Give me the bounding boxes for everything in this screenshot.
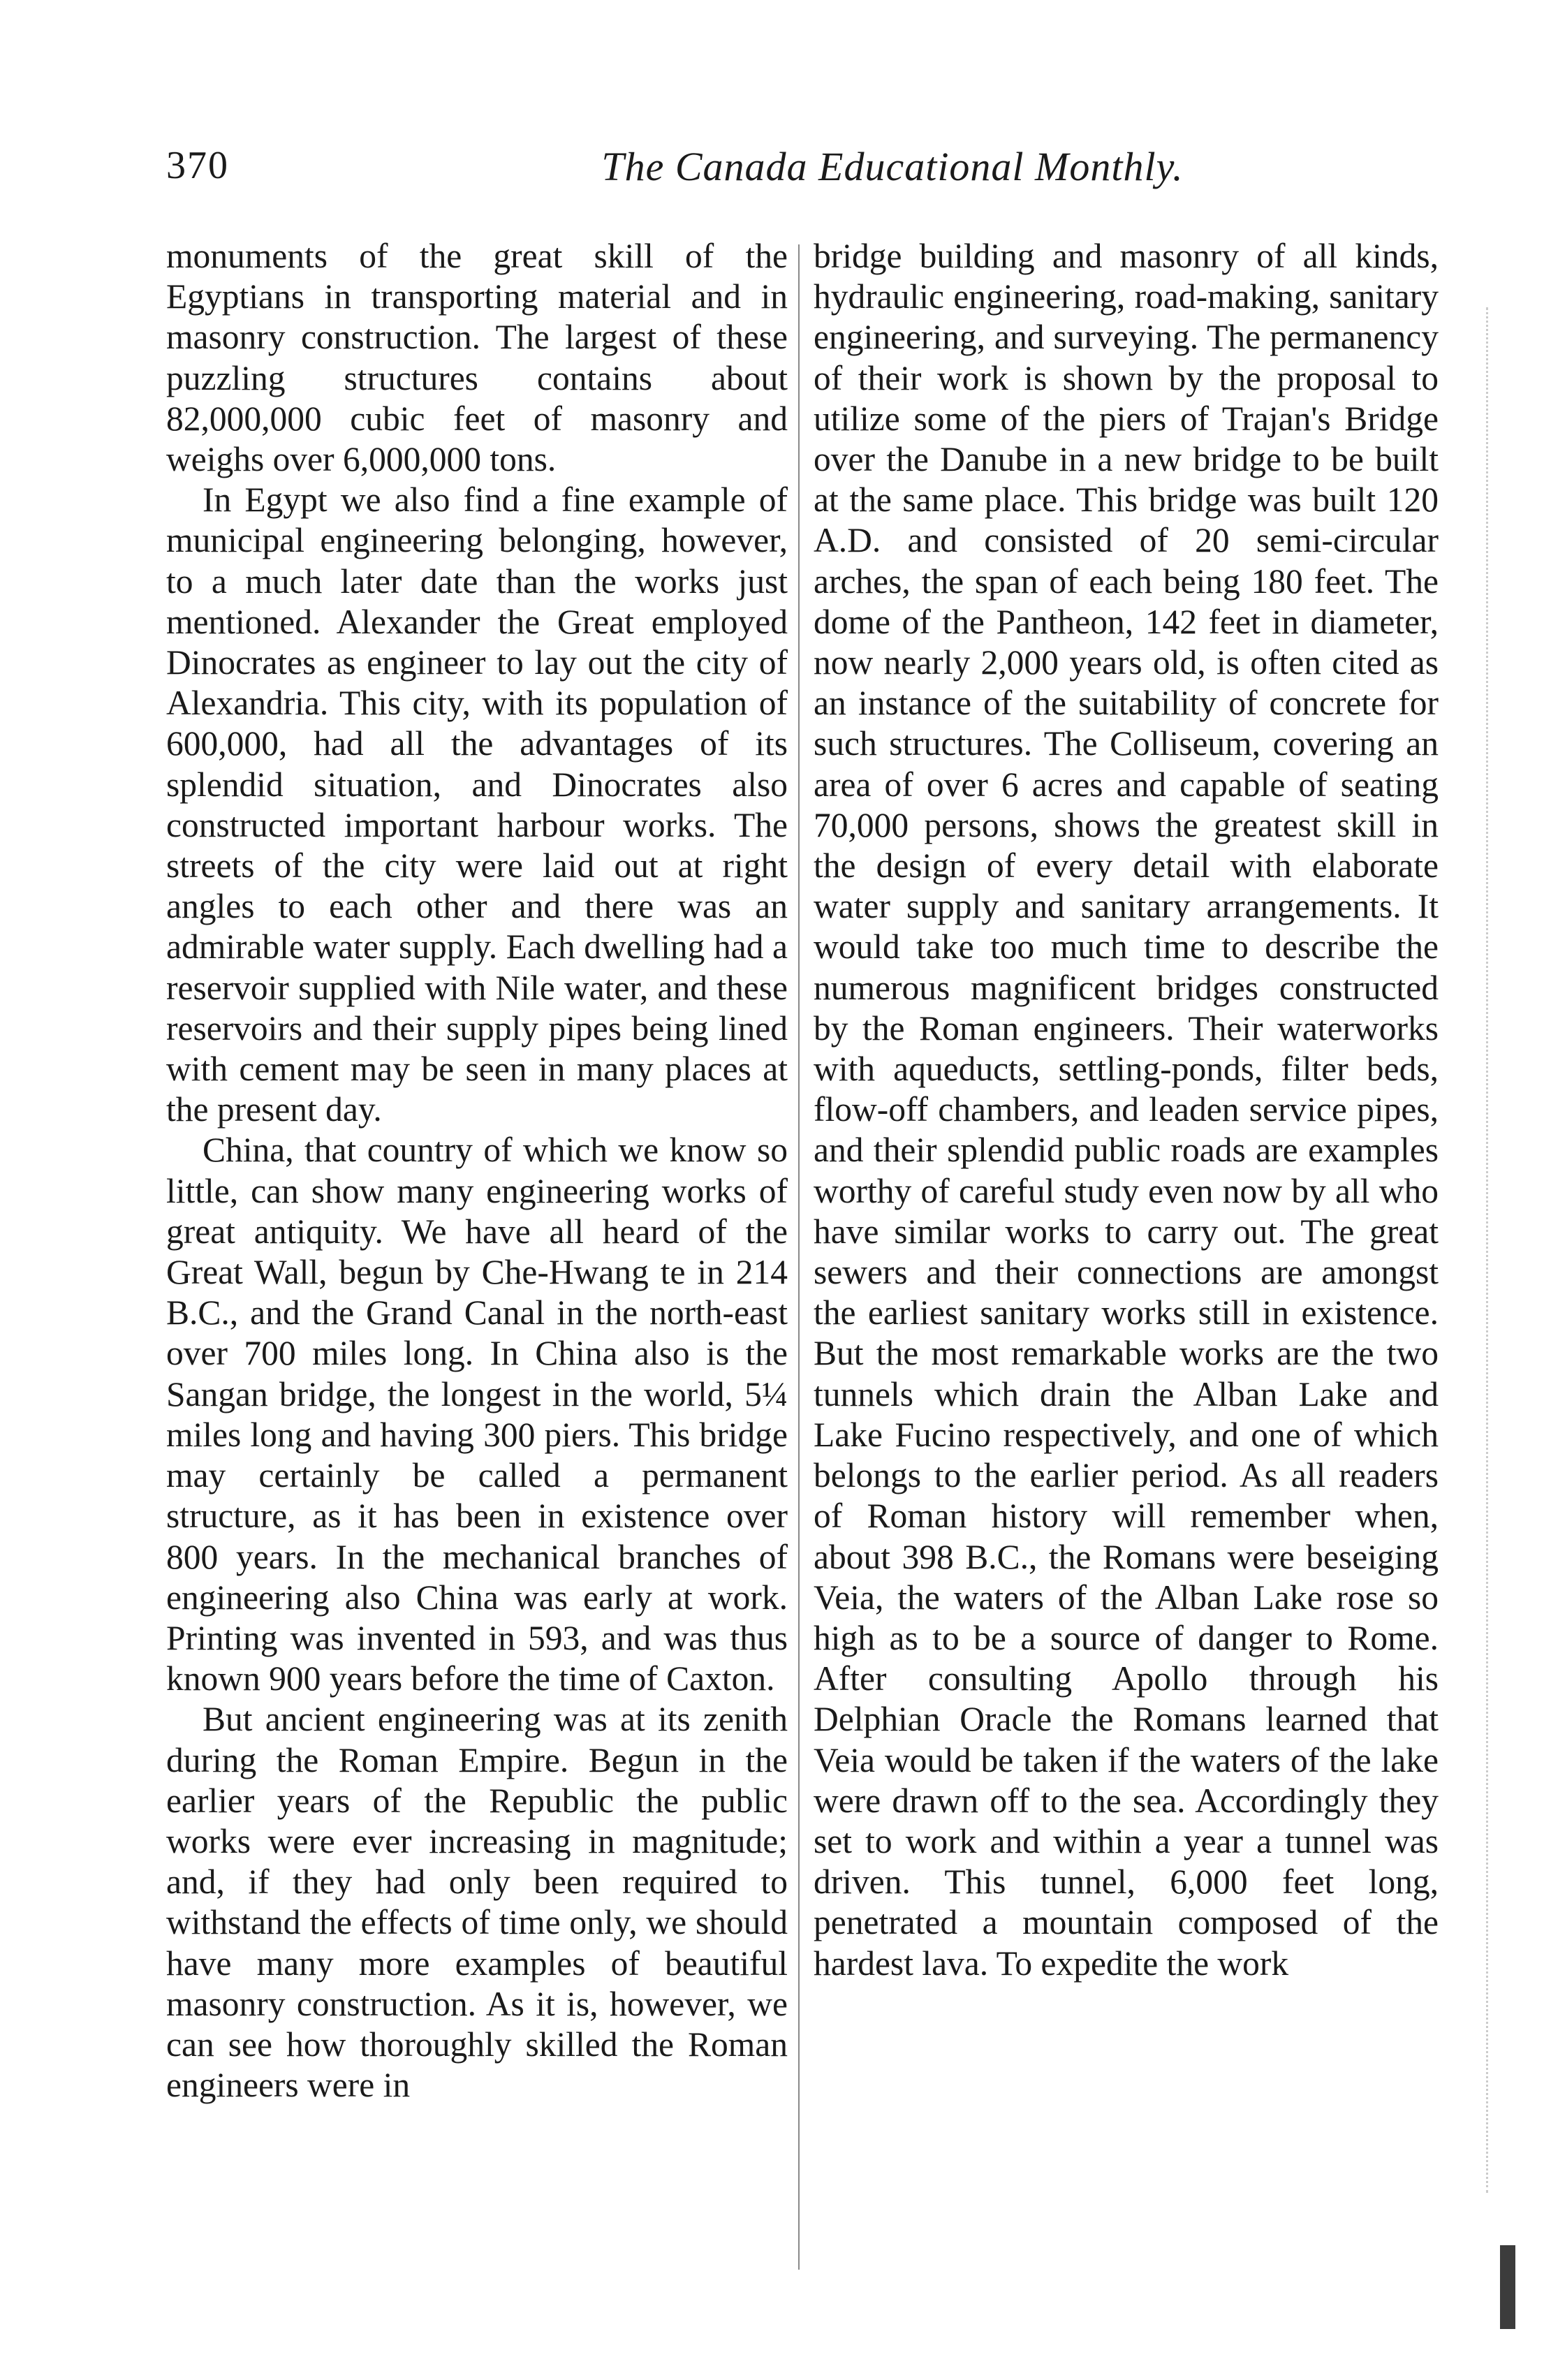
- page-header: [166, 143, 1465, 199]
- left-column: [166, 236, 788, 2106]
- paragraph: bridge building and masonry of all kinds, hydraulic engineering, road-making, sanitary engineering, and surveying. The permanency of their work is shown by the proposal to utilize some of the piers of Trajan's Bridge over the Danube in a new bridge to be built at the same place. This bridge was built 120 A.D. and consisted of 20 semi-circular arches, the span of each being 180 feet. The dome of the Pantheon, 142 feet in diameter, now nearly 2,000 years old, is often cited as an instance of the suitability of concrete for such structures. The Colliseum, covering an area of over 6 acres and capable of seating 70,000 persons, shows the greatest skill in the design of every detail with elaborate water supply and sanitary arrangements. It would take too much time to describe the numerous magnificent bridges constructed by the Roman engineers. Their waterworks with aqueducts, settling-ponds, filter beds, flow-off chambers, and leaden service pipes, and their splendid public roads are examples worthy of careful study even now by all who have similar works to carry out. The great sewers and their connections are amongst the earliest sanitary works still in existence. But the most remarkable works are the two tunnels which drain the Alban Lake and Lake Fucino respectively, and one of which belongs to the earlier period. As all readers of Roman history will remember when, about 398 B.C., the Romans were beseiging Veia, the waters of the Alban Lake rose so high as to be a source of danger to Rome. After consulting Apollo through his Delphian Oracle the Romans learned that Veia would be taken if the waters of the lake were drawn off to the sea. Accordingly they set to work and within a year a tunnel was driven. This tunnel, 6,000 feet long, penetrated a mountain composed of the hardest lava. To expedite the work: [814, 237, 1439, 1983]
- paragraph: China, that country of which we know so little, can show many engineering works of great antiquity. We have all heard of the Great Wall, begun by Che-Hwang te in 214 B.C., and the Grand Canal in the north-east over 700 miles long. In China also is the Sangan bridge, the longest in the world, 5¼ miles long and having 300 piers. This bridge may certainly be called a permanent structure, as it has been in existence over 800 years. In the mechanical branches of engineering also China was early at work. Printing was invented in 593, and was thus known 900 years before the time of Caxton.: [166, 1131, 788, 1698]
- page-edge-tab: [1500, 2245, 1515, 2329]
- paragraph: monuments of the great skill of the Egyptians in transporting material and in masonry construction. The largest of these puzzling structures contains about 82,000,000 cubic feet of masonry and weighs over 6,000,000 tons.: [166, 237, 788, 479]
- right-column: [814, 236, 1439, 1984]
- running-head: The Canada Educational Monthly.: [601, 144, 1184, 189]
- page-edge-mark: [1486, 307, 1490, 2193]
- column-divider: [798, 244, 800, 2270]
- page-number: 370: [166, 144, 229, 187]
- paragraph: But ancient engineering was at its zenith during the Roman Empire. Begun in the earlier years of the Republic the public works were ever increasing in magnitude; and, if they had only been required to withstand the effects of time only, we should have many more examples of beautiful masonry construction. As it is, however, we can see how thoroughly skilled the Roman engineers were in: [166, 1700, 788, 2105]
- paragraph: In Egypt we also find a fine example of municipal engineering belonging, however, to a much later date than the works just mentioned. Alexander the Great employed Dinocrates as engineer to lay out the city of Alexandria. This city, with its population of 600,000, had all the advantages of its splendid situation, and Dinocrates also constructed important harbour works. The streets of the city were laid out at right angles to each other and there was an admirable water supply. Each dwelling had a reservoir supplied with Nile water, and these reservoirs and their supply pipes being lined with cement may be seen in many places at the present day.: [166, 480, 788, 1129]
